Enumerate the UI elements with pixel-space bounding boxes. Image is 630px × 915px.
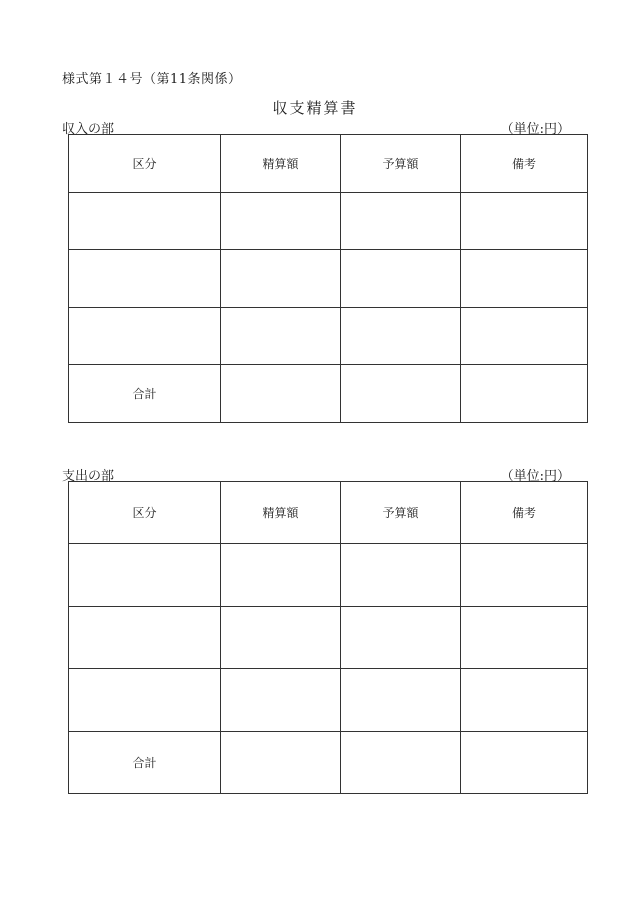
income-cell-remarks[interactable] [461,307,588,365]
income-table [68,134,588,423]
table-row [69,307,588,365]
expense-cell-remarks[interactable] [461,544,588,606]
expense-cell-settled[interactable] [221,544,341,606]
expense-cell-settled[interactable] [221,669,341,731]
expense-cell-remarks[interactable] [461,606,588,668]
form-number: 様式第１４号（第11条関係） [62,72,242,87]
expense-total-row [69,731,588,793]
document-title: 収支精算書 [272,99,358,117]
expense-cell-category[interactable] [69,606,221,668]
income-col-remarks: 備考 [461,135,588,193]
expense-col-settled-amount: 精算額 [221,482,341,544]
expense-cell-budget[interactable] [341,544,461,606]
income-cell-remarks[interactable] [461,250,588,308]
expense-cell-budget[interactable] [341,606,461,668]
income-header-row [69,135,588,193]
expense-unit-label: （単位:円） [500,469,570,484]
table-row [69,250,588,308]
table-row [69,192,588,250]
table-row [69,544,588,606]
income-col-settled-amount: 精算額 [221,135,341,193]
income-total-row [69,365,588,423]
expense-cell-remarks[interactable] [461,669,588,731]
expense-cell-budget[interactable] [341,669,461,731]
income-cell-category[interactable] [69,307,221,365]
expense-col-budget-amount: 予算額 [341,482,461,544]
expense-total-settled[interactable] [221,731,341,793]
income-cell-category[interactable] [69,192,221,250]
expense-header-row [69,482,588,544]
income-section-label: 収入の部 [62,122,115,137]
income-total-remarks[interactable] [461,365,588,423]
income-cell-budget[interactable] [341,192,461,250]
expense-col-category: 区分 [69,482,221,544]
income-cell-settled[interactable] [221,192,341,250]
income-cell-settled[interactable] [221,307,341,365]
income-total-settled[interactable] [221,365,341,423]
income-total-budget[interactable] [341,365,461,423]
income-cell-budget[interactable] [341,307,461,365]
expense-cell-settled[interactable] [221,606,341,668]
expense-section-label: 支出の部 [62,469,115,484]
expense-total-remarks[interactable] [461,731,588,793]
income-total-label: 合計 [69,365,221,423]
expense-table [68,481,588,794]
expense-total-label: 合計 [69,731,221,793]
income-cell-remarks[interactable] [461,192,588,250]
table-row [69,669,588,731]
income-col-category: 区分 [69,135,221,193]
income-cell-budget[interactable] [341,250,461,308]
expense-cell-category[interactable] [69,544,221,606]
expense-total-budget[interactable] [341,731,461,793]
table-row [69,606,588,668]
expense-cell-category[interactable] [69,669,221,731]
income-cell-settled[interactable] [221,250,341,308]
income-cell-category[interactable] [69,250,221,308]
income-unit-label: （単位:円） [500,122,570,137]
income-col-budget-amount: 予算額 [341,135,461,193]
expense-col-remarks: 備考 [461,482,588,544]
